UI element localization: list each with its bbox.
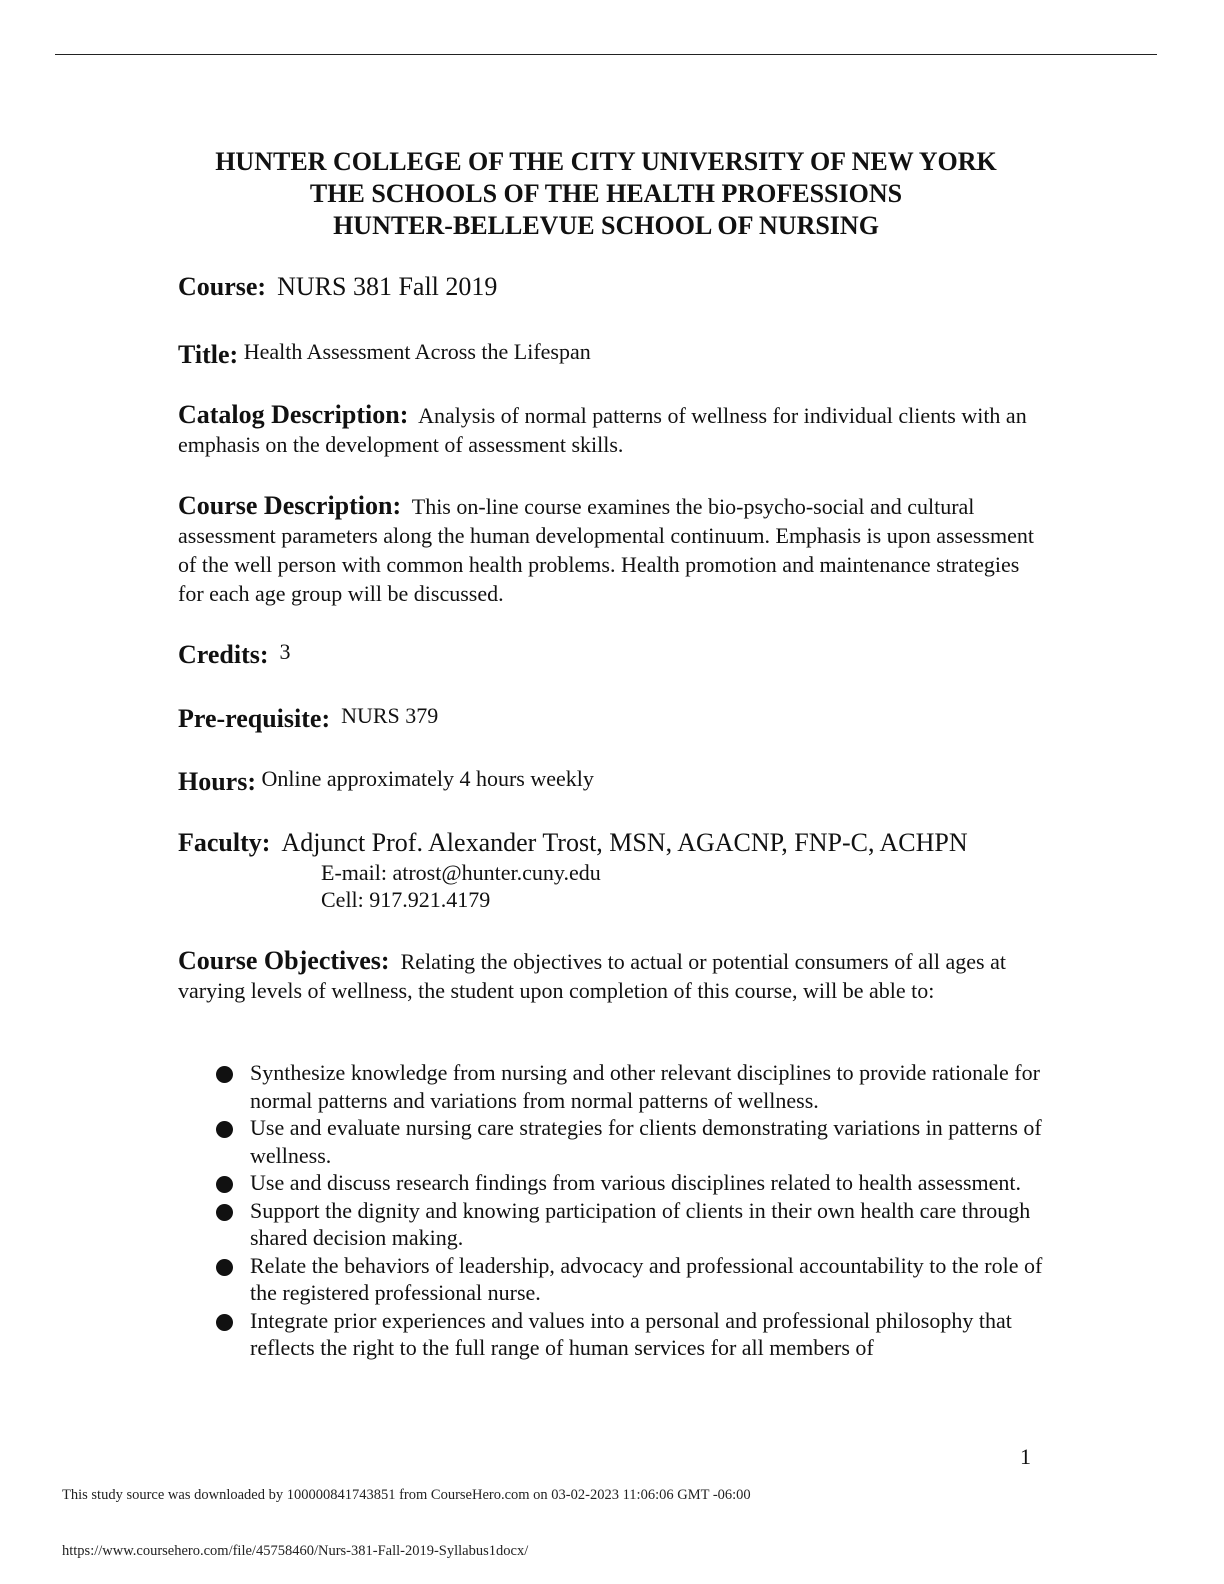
title-field: [178, 337, 1038, 370]
list-item: Synthesize knowledge from nursing and other relevant disciplines to provide rationale for normal patterns and variations from normal patterns of wellness.: [214, 1059, 1044, 1114]
header-college: HUNTER COLLEGE OF THE CITY UNIVERSITY OF NEW YORK: [215, 147, 997, 176]
faculty-cell: Cell: 917.921.4179: [321, 887, 491, 912]
title-value: Health Assessment Across the Lifespan: [243, 339, 591, 364]
objectives-list: [214, 1059, 1044, 1362]
catalog-description-field: [178, 400, 1038, 459]
bullet-icon: [216, 1259, 233, 1276]
bullet-icon: [216, 1176, 233, 1193]
course-description-text: This on-line course examines the bio-psycho-social and cultural assessment parameters along the human developmental continuum. Emphasis is upon assessment of the well person with common health problems. Health promotion and maintenance strategies for each age group will be discussed.: [178, 494, 1034, 606]
header-nursing: HUNTER-BELLEVUE SCHOOL OF NURSING: [333, 211, 879, 240]
course-field: [178, 272, 1038, 302]
course-description-field: [178, 491, 1038, 608]
course-label: Course:: [178, 272, 267, 301]
credits-field: [178, 637, 1038, 670]
prerequisite-field: [178, 701, 1038, 734]
title-label: Title:: [178, 340, 239, 369]
page-number: 1: [1020, 1444, 1031, 1469]
prerequisite-label: Pre-requisite:: [178, 704, 331, 733]
course-description-label: Course Description:: [178, 491, 402, 520]
bullet-icon: [216, 1066, 233, 1083]
bullet-icon: [216, 1204, 233, 1221]
credits-label: Credits:: [178, 640, 269, 669]
course-value: NURS 381 Fall 2019: [277, 272, 498, 301]
catalog-description-label: Catalog Description:: [178, 400, 409, 429]
bullet-icon: [216, 1314, 233, 1331]
list-item: Integrate prior experiences and values into a personal and professional philosophy that reflects the right to the full range of human services for all members of: [214, 1307, 1044, 1362]
course-objectives-label: Course Objectives:: [178, 946, 390, 975]
course-objectives-field: [178, 946, 1038, 1005]
list-item: Relate the behaviors of leadership, advocacy and professional accountability to the role of the registered professional nurse.: [214, 1252, 1044, 1307]
document-header: [0, 146, 1224, 242]
list-item: Use and discuss research findings from various disciplines related to health assessment.: [214, 1169, 1044, 1197]
list-item: Support the dignity and knowing participation of clients in their own health care through shared decision making.: [214, 1197, 1044, 1252]
top-rule: [55, 54, 1157, 55]
credits-value: 3: [279, 639, 291, 664]
bullet-icon: [216, 1121, 233, 1138]
course-objectives-intro: Relating the objectives to actual or potential consumers of all ages at varying levels of wellness, the student upon completion of this course, will be able to:: [178, 949, 1006, 1003]
faculty-field: [178, 828, 1038, 858]
faculty-name: Adjunct Prof. Alexander Trost, MSN, AGACNP, FNP-C, ACHPN: [281, 828, 968, 857]
header-school: THE SCHOOLS OF THE HEALTH PROFESSIONS: [309, 179, 903, 208]
hours-value: Online approximately 4 hours weekly: [261, 766, 594, 791]
faculty-label: Faculty:: [178, 828, 271, 857]
source-url-link[interactable]: https://www.coursehero.com/file/45758460/Nurs-381-Fall-2019-Syllabus1docx/: [62, 1543, 529, 1559]
list-item: Use and evaluate nursing care strategies for clients demonstrating variations in patterns of wellness.: [214, 1114, 1044, 1169]
hours-label: Hours:: [178, 767, 256, 796]
faculty-email: E-mail: atrost@hunter.cuny.edu: [321, 860, 601, 885]
download-notice: This study source was downloaded by 100000841743851 from CourseHero.com on 03-02-2023 11:06:06 GMT -06:00: [62, 1487, 751, 1503]
catalog-description-text: Analysis of normal patterns of wellness for individual clients with an emphasis on the development of assessment skills.: [178, 403, 1027, 457]
prerequisite-value: NURS 379: [341, 703, 439, 728]
hours-field: [178, 764, 1038, 797]
